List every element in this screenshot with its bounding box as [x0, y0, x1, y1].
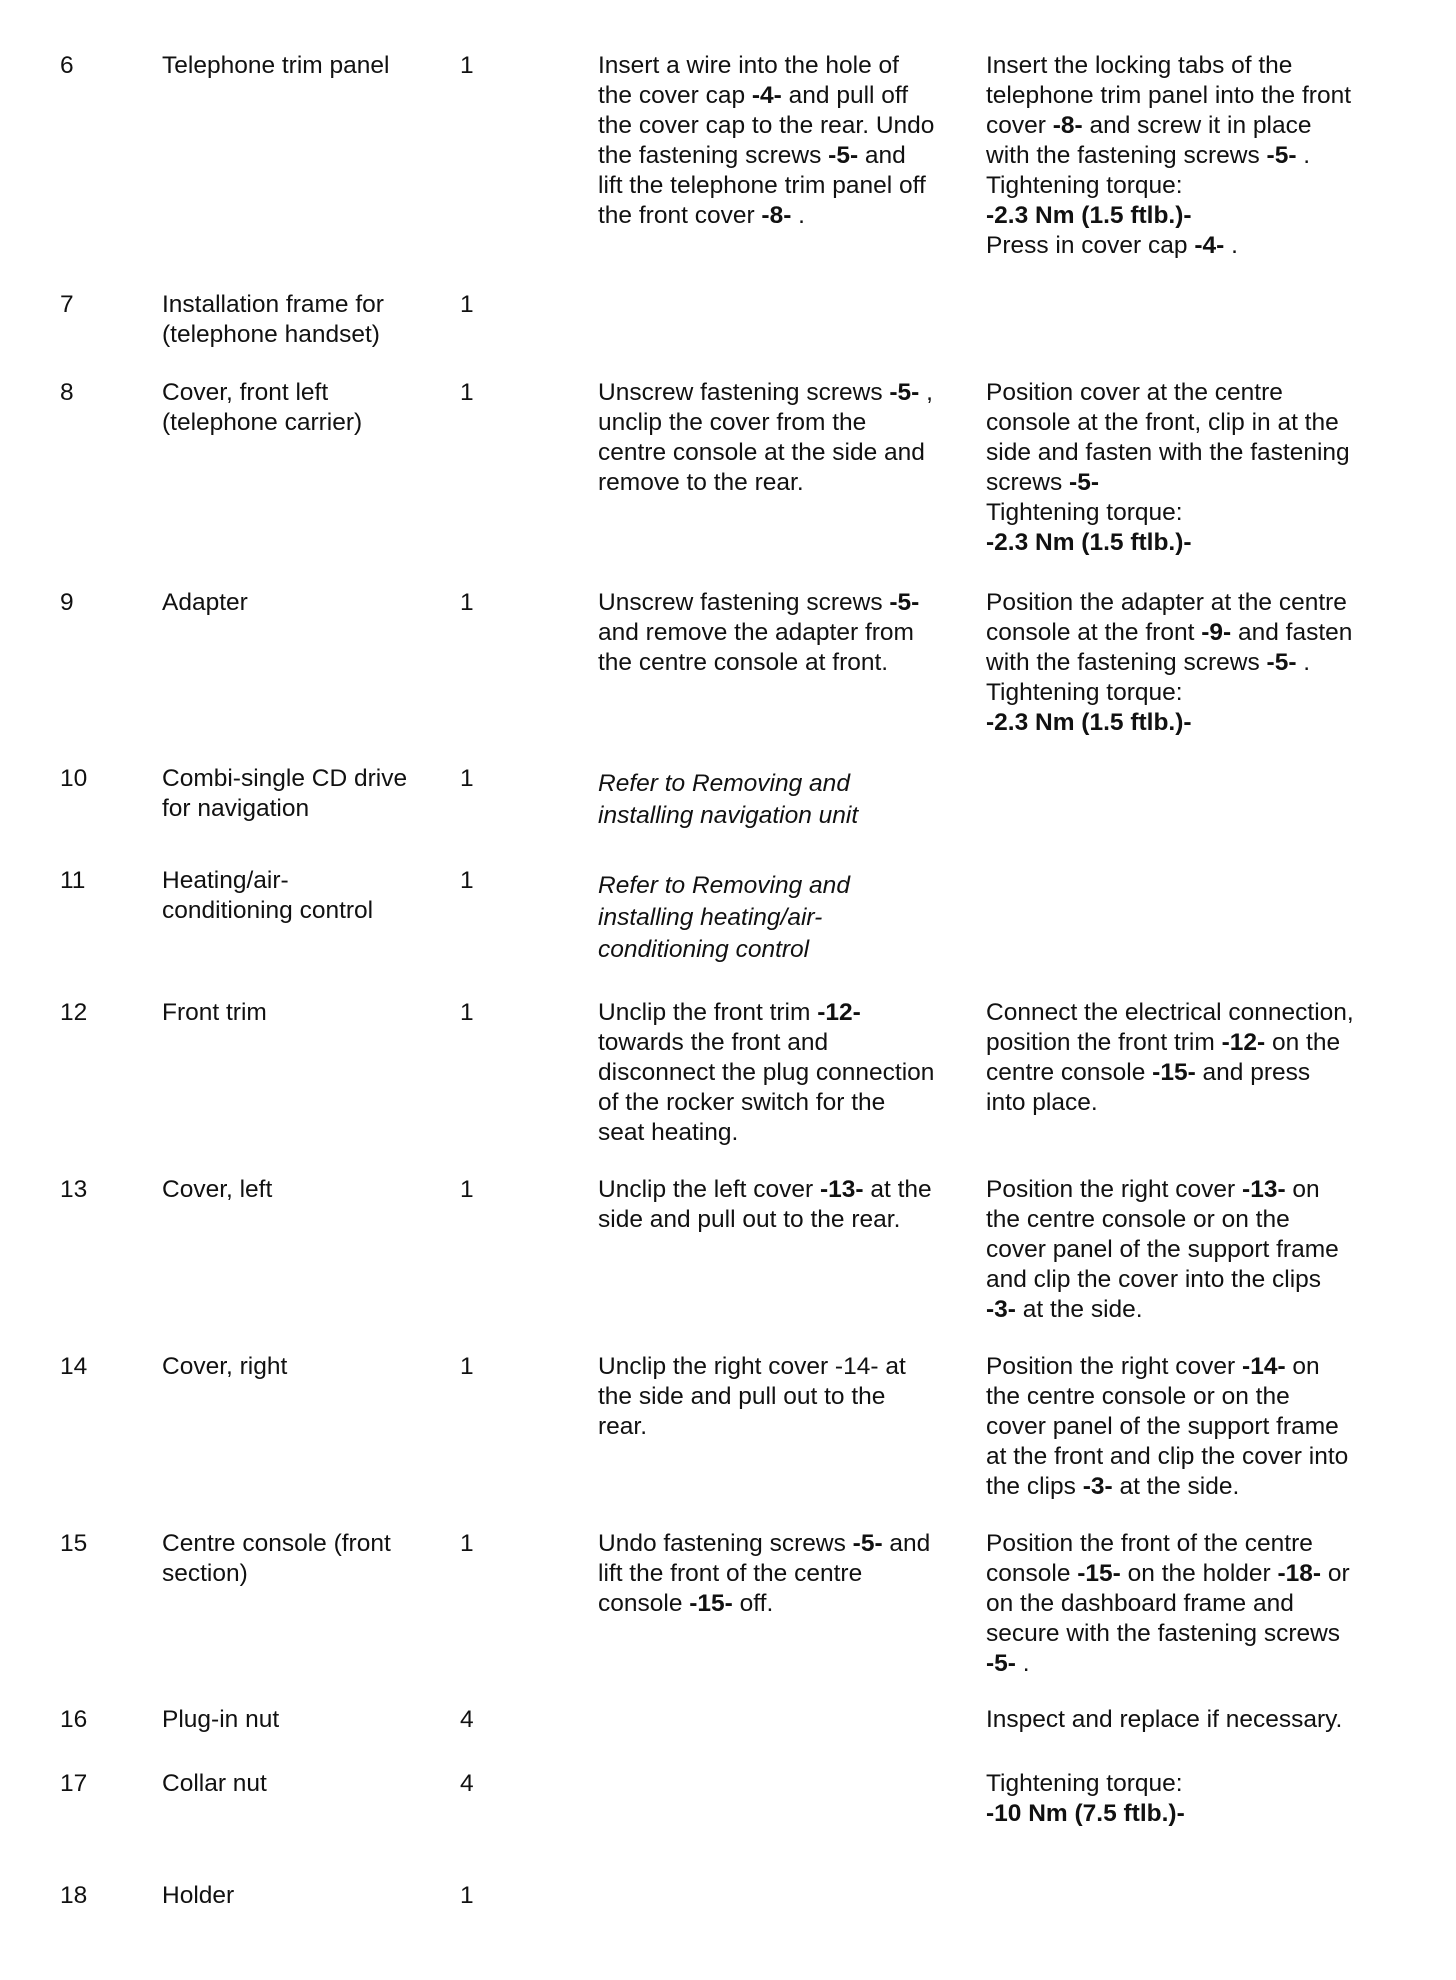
text-line: Unclip the front trim -12-: [598, 999, 861, 1026]
item-number: 10: [60, 765, 88, 792]
quantity: 1: [460, 867, 474, 894]
text-line: secure with the fastening screws: [986, 1620, 1341, 1647]
installation-text: [986, 1769, 1406, 1829]
quantity: 1: [460, 1353, 474, 1380]
quantity: 1: [460, 589, 474, 616]
installation-text: [986, 588, 1406, 738]
removal-text: [598, 51, 978, 231]
item-number: 16: [60, 1706, 88, 1733]
text-line: console at the front -9- and fasten: [986, 619, 1353, 646]
text-line: -2.3 Nm (1.5 ftlb.)-: [986, 529, 1192, 556]
text-line: installing navigation unit: [598, 802, 859, 829]
quantity: 1: [460, 52, 474, 79]
text-line: -2.3 Nm (1.5 ftlb.)-: [986, 709, 1192, 736]
text-line: rear.: [598, 1413, 648, 1440]
text-line: with the fastening screws -5- .: [986, 142, 1311, 169]
reference-text: [598, 768, 978, 832]
part-name: Cover, front left (telephone carrier): [162, 379, 363, 436]
text-line: Position the front of the centre: [986, 1530, 1313, 1557]
item-number: 12: [60, 999, 88, 1026]
text-line: screws -5-: [986, 469, 1099, 496]
text-line: and clip the cover into the clips: [986, 1266, 1322, 1293]
text-line: and remove the adapter from: [598, 619, 914, 646]
text-line: cover panel of the support frame: [986, 1236, 1339, 1263]
text-line: Position cover at the centre: [986, 379, 1283, 406]
text-line: Tightening torque:: [986, 499, 1183, 526]
text-line: lift the telephone trim panel off: [598, 172, 926, 199]
part-name: Holder: [162, 1882, 235, 1909]
text-line: Position the right cover -13- on: [986, 1176, 1320, 1203]
text-line: Position the right cover -14- on: [986, 1353, 1320, 1380]
item-number: 8: [60, 379, 74, 406]
text-line: side and fasten with the fastening: [986, 439, 1350, 466]
quantity: 1: [460, 1176, 474, 1203]
text-line: on the dashboard frame and: [986, 1590, 1294, 1617]
text-line: the centre console at front.: [598, 649, 889, 676]
installation-text: [986, 1352, 1406, 1502]
text-line: Inspect and replace if necessary.: [986, 1706, 1343, 1733]
text-line: centre console at the side and: [598, 439, 925, 466]
removal-text: [598, 998, 978, 1148]
text-line: remove to the rear.: [598, 469, 804, 496]
text-line: -3- at the side.: [986, 1296, 1143, 1323]
text-line: Unscrew fastening screws -5-: [598, 589, 920, 616]
removal-text: [598, 1175, 978, 1235]
text-line: with the fastening screws -5- .: [986, 649, 1311, 676]
text-line: position the front trim -12- on the: [986, 1029, 1341, 1056]
reference-text: [598, 870, 978, 966]
text-line: cover panel of the support frame: [986, 1413, 1339, 1440]
text-line: Refer to Removing and: [598, 872, 850, 899]
text-line: Unclip the left cover -13- at the: [598, 1176, 932, 1203]
text-line: Insert the locking tabs of the: [986, 52, 1293, 79]
removal-text: [598, 378, 978, 498]
removal-text: [598, 1352, 978, 1442]
text-line: Position the adapter at the centre: [986, 589, 1347, 616]
removal-text: [598, 1529, 978, 1619]
text-line: console at the front, clip in at the: [986, 409, 1339, 436]
text-line: Press in cover cap -4- .: [986, 232, 1238, 259]
part-name: Collar nut: [162, 1770, 267, 1797]
part-name: Cover, left: [162, 1176, 273, 1203]
part-name: Telephone trim panel: [162, 52, 390, 79]
installation-text: [986, 998, 1406, 1118]
part-name: Centre console (front section): [162, 1530, 391, 1587]
installation-text: [986, 1529, 1406, 1679]
text-line: at the front and clip the cover into: [986, 1443, 1349, 1470]
text-line: Unclip the right cover -14- at: [598, 1353, 906, 1380]
item-number: 17: [60, 1770, 88, 1797]
text-line: cover -8- and screw it in place: [986, 112, 1312, 139]
item-number: 7: [60, 291, 74, 318]
installation-text: [986, 51, 1406, 261]
item-number: 6: [60, 52, 74, 79]
text-line: -5- .: [986, 1650, 1030, 1677]
installation-text: [986, 378, 1406, 558]
text-line: the side and pull out to the: [598, 1383, 886, 1410]
text-line: Tightening torque:: [986, 1770, 1183, 1797]
part-name: Plug-in nut: [162, 1706, 280, 1733]
part-name: Front trim: [162, 999, 267, 1026]
text-line: Undo fastening screws -5- and: [598, 1530, 931, 1557]
text-line: the cover cap -4- and pull off: [598, 82, 909, 109]
quantity: 1: [460, 291, 474, 318]
text-line: the centre console or on the: [986, 1383, 1290, 1410]
text-line: centre console -15- and press: [986, 1059, 1311, 1086]
text-line: installing heating/air-: [598, 904, 823, 931]
part-name: Combi-single CD drive for navigation: [162, 765, 408, 822]
text-line: the cover cap to the rear. Undo: [598, 112, 935, 139]
quantity: 4: [460, 1770, 474, 1797]
quantity: 4: [460, 1706, 474, 1733]
text-line: telephone trim panel into the front: [986, 82, 1352, 109]
text-line: Tightening torque:: [986, 679, 1183, 706]
text-line: Unscrew fastening screws -5- ,: [598, 379, 933, 406]
text-line: the fastening screws -5- and: [598, 142, 906, 169]
installation-text: [986, 1175, 1406, 1325]
part-name: Cover, right: [162, 1353, 288, 1380]
text-line: disconnect the plug connection: [598, 1059, 935, 1086]
text-line: -10 Nm (7.5 ftlb.)-: [986, 1800, 1185, 1827]
text-line: conditioning control: [598, 936, 810, 963]
text-line: seat heating.: [598, 1119, 739, 1146]
text-line: into place.: [986, 1089, 1098, 1116]
item-number: 11: [60, 867, 86, 894]
text-line: -2.3 Nm (1.5 ftlb.)-: [986, 202, 1192, 229]
part-name: Heating/air- conditioning control: [162, 867, 374, 924]
item-number: 14: [60, 1353, 88, 1380]
item-number: 15: [60, 1530, 88, 1557]
quantity: 1: [460, 999, 474, 1026]
text-line: unclip the cover from the: [598, 409, 867, 436]
text-line: Connect the electrical connection,: [986, 999, 1354, 1026]
quantity: 1: [460, 1882, 474, 1909]
item-number: 18: [60, 1882, 88, 1909]
text-line: the clips -3- at the side.: [986, 1473, 1240, 1500]
text-line: the front cover -8- .: [598, 202, 805, 229]
quantity: 1: [460, 379, 474, 406]
item-number: 9: [60, 589, 74, 616]
item-number: 13: [60, 1176, 88, 1203]
removal-text: [598, 588, 978, 678]
text-line: console -15- on the holder -18- or: [986, 1560, 1350, 1587]
text-line: of the rocker switch for the: [598, 1089, 886, 1116]
text-line: console -15- off.: [598, 1590, 774, 1617]
installation-text: [986, 1705, 1406, 1735]
part-name: Adapter: [162, 589, 248, 616]
text-line: Tightening torque:: [986, 172, 1183, 199]
text-line: Refer to Removing and: [598, 770, 850, 797]
part-name: Installation frame for (telephone handset): [162, 291, 384, 348]
quantity: 1: [460, 765, 474, 792]
text-line: side and pull out to the rear.: [598, 1206, 901, 1233]
quantity: 1: [460, 1530, 474, 1557]
text-line: the centre console or on the: [986, 1206, 1290, 1233]
text-line: towards the front and: [598, 1029, 829, 1056]
text-line: Insert a wire into the hole of: [598, 52, 899, 79]
text-line: lift the front of the centre: [598, 1560, 863, 1587]
